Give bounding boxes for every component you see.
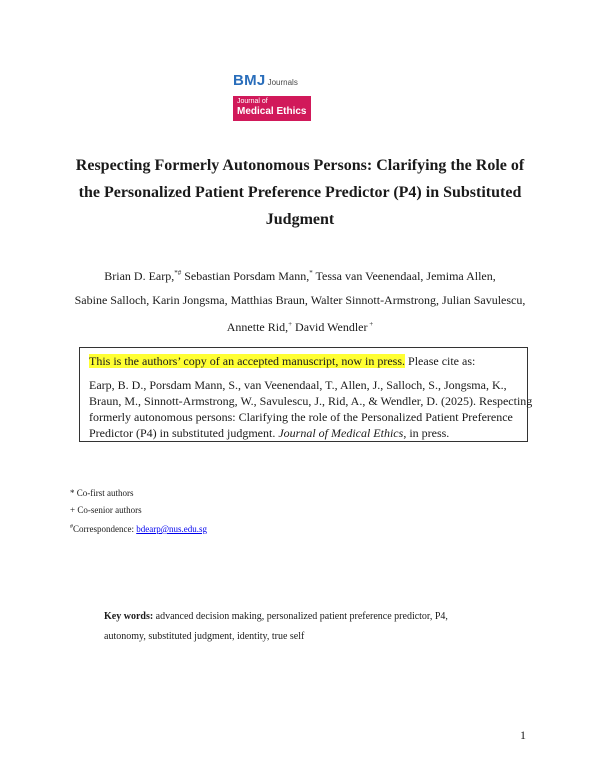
author-line-1: [60, 261, 540, 288]
title-line-2: the Personalized Patient Preference Predictor (P4) in Substituted: [78, 184, 522, 201]
title-line-3: Judgment: [265, 211, 335, 228]
accepted-manuscript-highlight: This is the authors’ copy of an accepted manuscript, now in press.: [89, 354, 406, 368]
keywords-section: [104, 607, 448, 647]
author-rid: Annette Rid,: [226, 320, 289, 334]
citation-note: [89, 353, 518, 369]
author-list: [60, 261, 540, 339]
citation-text: [89, 377, 533, 441]
correspondence-note: [70, 519, 207, 538]
citation-line-1: Earp, B. D., Porsdam Mann, S., van Veenendaal, T., Allen, J., Salloch, S., Jongsma, K.,: [89, 378, 507, 392]
citation-line-4-pre: Predictor (P4) in substituted judgment.: [89, 426, 279, 440]
author-rid-marker: +: [288, 320, 293, 328]
author-porsdam-mann: Sebastian Porsdam Mann,: [181, 269, 310, 283]
author-wendler: David Wendler: [292, 320, 368, 334]
bmj-brand: BMJ: [233, 72, 266, 89]
citation-line-3: formerly autonomous persons: Clarifying the role of the Personalized Patient Preference: [89, 410, 513, 424]
correspondence-label: Correspondence:: [73, 524, 137, 534]
author-line-3: [60, 312, 540, 339]
citation-line-4: [89, 425, 518, 441]
correspondence-email-link[interactable]: bdearp@nus.edu.sg: [136, 524, 208, 534]
bmj-journals-wordmark: [233, 72, 313, 89]
citation-line-2: Braun, M., Sinnott-Armstrong, W., Savulescu, J., Rid, A., & Wendler, D. (2025). Respecting: [89, 394, 533, 408]
journal-logo: [233, 72, 313, 121]
keywords-line-2: autonomy, substituted judgment, identity, true self: [104, 631, 305, 642]
authors-line-1-rest: Tessa van Veenendaal, Jemima Allen,: [312, 269, 496, 283]
co-first-note: * Co-first authors: [70, 488, 134, 498]
journal-name-badge: [233, 96, 311, 121]
page-number: 1: [520, 728, 526, 742]
title-line-1: Respecting Formerly Autonomous Persons: Clarifying the Role of: [75, 157, 525, 174]
citation-journal: Journal of Medical Ethics: [278, 426, 404, 440]
author-earp-marker: *#: [174, 269, 182, 277]
keywords-line-1: [104, 607, 448, 627]
please-cite-label: Please cite as:: [405, 354, 476, 368]
author-wendler-marker: +: [367, 320, 374, 328]
author-earp: Brian D. Earp,: [104, 269, 175, 283]
keywords-label: Key words:: [104, 611, 154, 622]
journal-name-line2: Medical Ethics: [237, 106, 307, 117]
author-notes: [70, 485, 207, 538]
paper-title: [60, 152, 540, 233]
citation-line-4-post: , in press.: [403, 426, 450, 440]
correspondence-marker: #: [70, 524, 73, 530]
journals-label: Journals: [267, 78, 298, 87]
citation-box: [79, 347, 533, 442]
author-porsdam-mann-marker: *: [309, 269, 313, 277]
journal-name-line1: Journal of: [237, 98, 268, 105]
keywords-list-1: advanced decision making, personalized patient preference predictor, P4,: [153, 611, 448, 622]
author-line-2: Sabine Salloch, Karin Jongsma, Matthias Braun, Walter Sinnott-Armstrong, Julian Savulescu,: [74, 293, 526, 307]
co-senior-note: + Co-senior authors: [70, 505, 142, 515]
